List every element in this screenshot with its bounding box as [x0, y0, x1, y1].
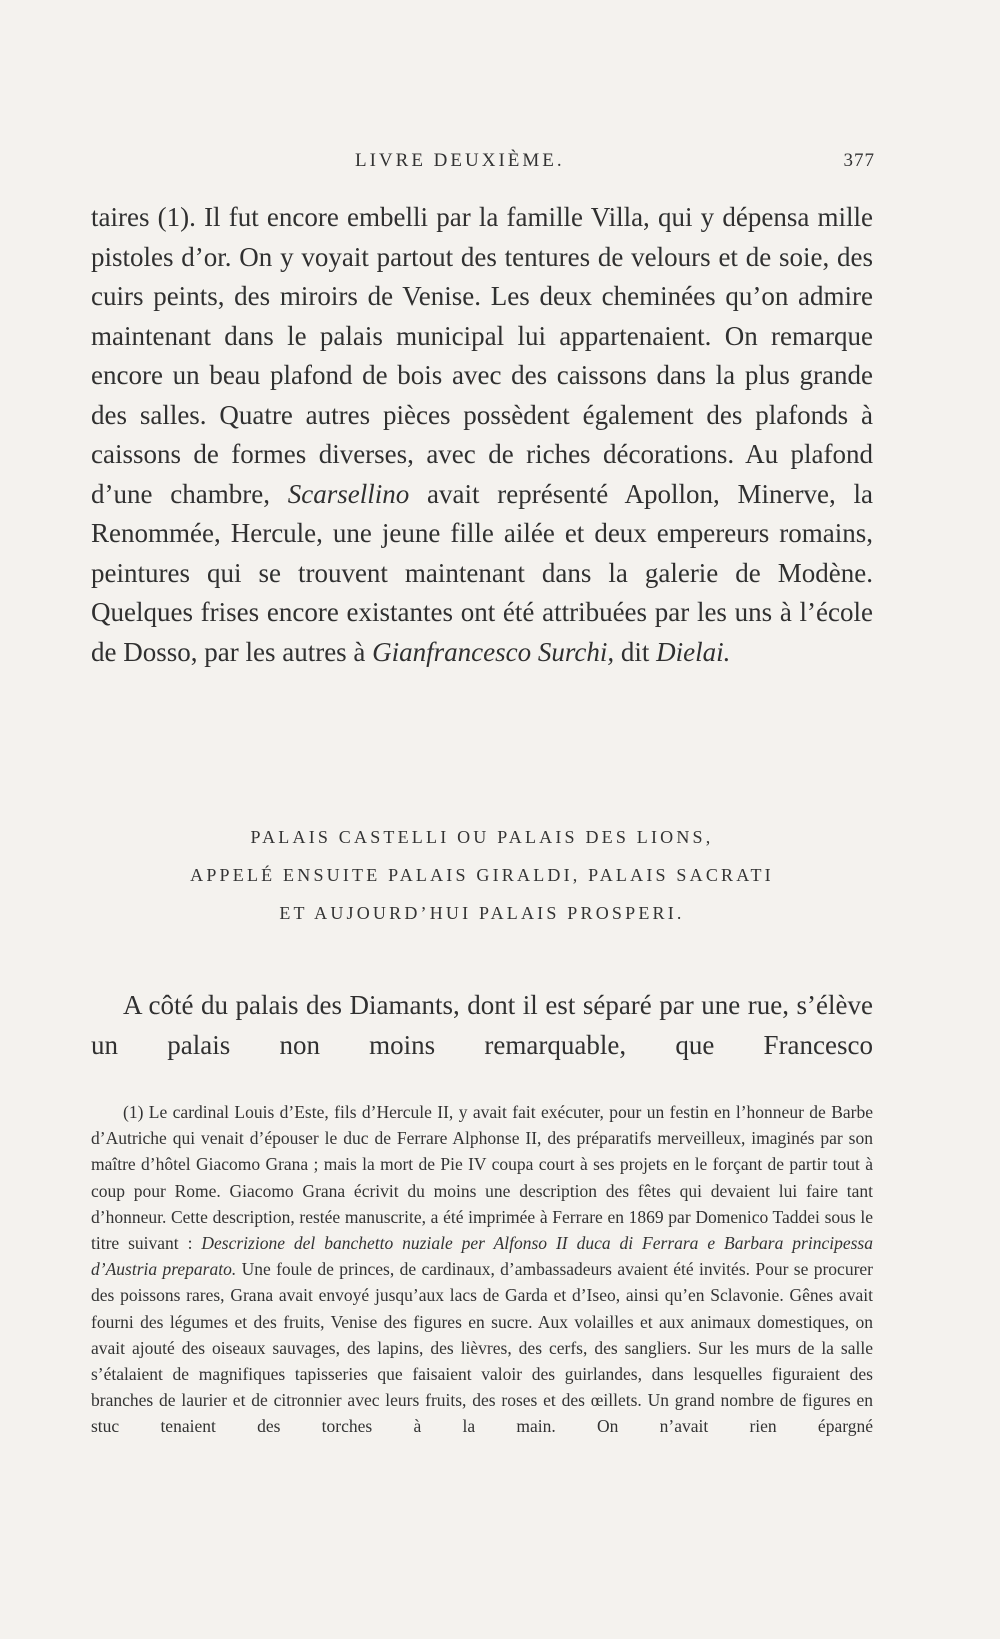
section-heading: [91, 818, 873, 932]
paragraph-text: taires (1). Il fut encore embelli par la famille Villa, qui y dépensa mille pistoles d’or. On y voyait partout des tentures de velours et de soie, des cuirs peints, des miroirs de Venise. Les deux cheminées qu’on admire maintenant dans le palais municipal lui appartenaient. On remarque encore un beau plafond de bois avec des caissons dans la plus grande des salles. Quatre autres pièces possèdent également des plafonds à caissons de formes diverses, avec de riches décorations. Au plafond d’une chambre,: [91, 202, 873, 509]
main-paragraph: [91, 198, 873, 672]
artist-name: Scarsellino: [287, 478, 410, 509]
paragraph-text: dit: [620, 636, 650, 667]
artist-name: Dielai.: [656, 636, 731, 667]
section-paragraph: [91, 985, 873, 1065]
paragraph-text: A côté du palais des Diamants, dont il est séparé par une rue, s’élève un palais non moins remarquable, que Francesco: [91, 990, 873, 1060]
footnote-book-title: Descrizione del banchetto nuziale per Alfonso II duca di Ferrara e Barbara principessa d’Austria preparato.: [91, 1233, 873, 1280]
footnote-text: Une foule de princes, de cardinaux, d’ambassadeurs avaient été invités. Pour se procurer des poissons rares, Grana avait envoyé jusqu’aux lacs de Garda et d’Iseo, ainsi qu’en Sclavonie. Gênes avait fourni des légumes et des fruits, Venise des figures en sucre. Aux volailles et aux animaux domestiques, on avait ajouté des oiseaux sauvages, des lapins, des lièvres, des cerfs, des sangliers. Sur les murs de la salle s’étalaient de magnifiques tapisseries que faisaient valoir des guirlandes, dans lesquelles figuraient des branches de laurier et de citronnier avec leurs fruits, des roses et des œillets. Un grand nombre de figures en stuc tenaient des torches à la main. On n’avait rien épargné: [91, 1259, 874, 1437]
section-heading-line: APPELÉ ENSUITE PALAIS GIRALDI, PALAIS SACRATI: [190, 865, 774, 885]
section-heading-line: PALAIS CASTELLI OU PALAIS DES LIONS,: [250, 827, 714, 847]
footnote: [91, 1099, 873, 1440]
footnote-text: (1) Le cardinal Louis d’Este, fils d’Hercule II, y avait fait exécuter, pour un festin en l’honneur de Barbe d’Autriche qui venait d’épouser le duc de Ferrare Alphonse II, des préparatifs merveilleux, imaginés par son maître d’hôtel Giacomo Grana ; mais la mort de Pie IV coupa court à ses projets en le forçant de partir tout à coup pour Rome. Giacomo Grana écrivit du moins une description des fêtes qui devaient lui faire tant d’honneur. Cette description, restée manuscrite, a été imprimée à Ferrare en 1869 par Domenico Taddei sous le titre suivant :: [91, 1102, 873, 1254]
paragraph-text: avait représenté Apollon, Minerve, la Renommée, Hercule, une jeune fille ailée et deux empereurs romains, peintures qui se trouvent maintenant dans la galerie de Modène. Quelques frises encore existantes ont été attribuées par les uns à l’école de Dosso, par les autres à: [91, 478, 873, 667]
running-title: LIVRE DEUXIÈME.: [355, 150, 565, 171]
page-number: 377: [843, 150, 875, 171]
section-heading-line: ET AUJOURD’HUI PALAIS PROSPERI.: [279, 903, 685, 923]
artist-name: Gianfrancesco Surchi,: [372, 636, 615, 667]
